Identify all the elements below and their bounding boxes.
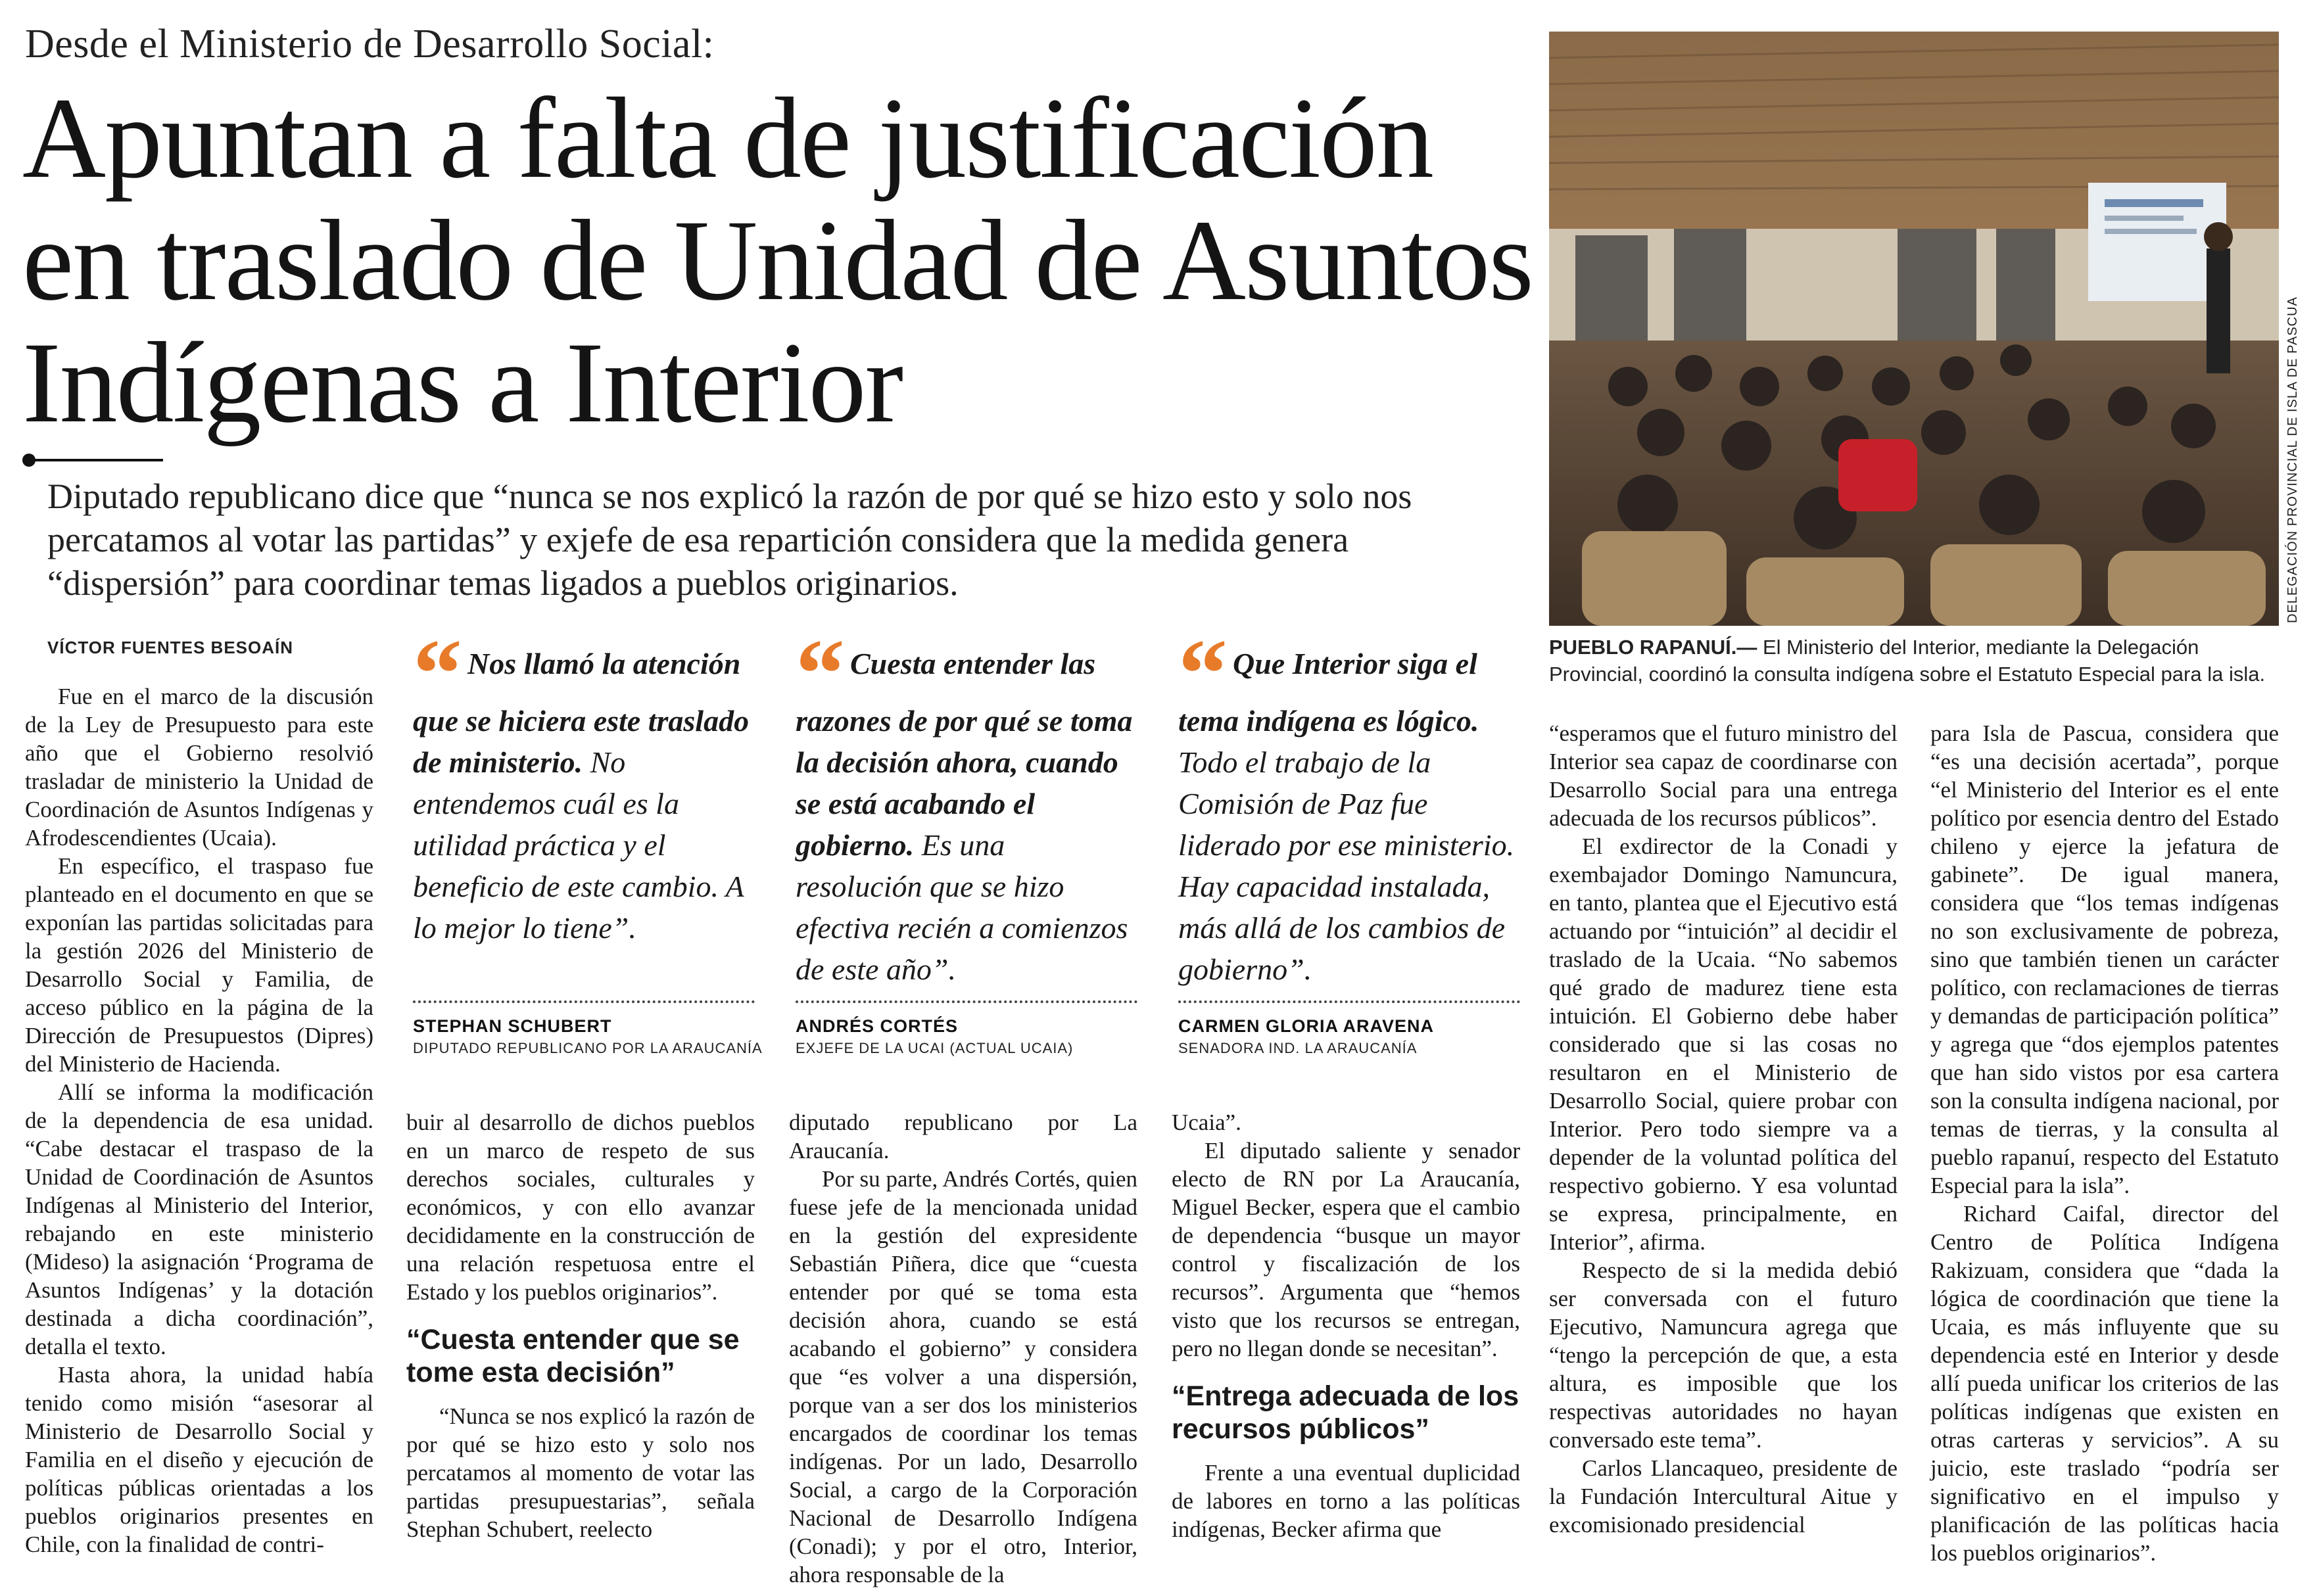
quote-divider xyxy=(796,1000,1137,1003)
paragraph: “esperamos que el futuro ministro del Interior sea capaz de coordinarse con Desarrollo Social para una entrega adecuada de los recursos públicos”. xyxy=(1549,720,1898,831)
kicker: Desde el Ministerio de Desarrollo Social: xyxy=(25,22,715,66)
paragraph: Hasta ahora, la unidad había tenido como misión “asesorar al Ministerio de Desarrollo Social y Familia en el diseño y ejecución de políticas públicas orientadas a los pueblos originarios presentes en Chile, con la finalidad de contri- xyxy=(25,1362,373,1557)
event-photo xyxy=(1549,32,2279,626)
paragraph: Fue en el marco de la discusión de la Ley de Presupuesto para este año que el Gobierno resolvió trasladar de ministerio la Unidad de Coordinación de Asuntos Indígenas y Afrodescendientes (Ucaia). xyxy=(25,684,373,851)
quote-text: Todo el trabajo de la Comisión de Paz fue liderado por ese ministerio. Hay capacidad instalada, más allá de los cambios de gobierno”. xyxy=(1178,745,1515,986)
quote-author-name: CARMEN GLORIA ARAVENA xyxy=(1178,1016,1434,1036)
body-column-5 xyxy=(1549,719,1898,1539)
section-subhead: “Entrega adecuada de los recursos públicos” xyxy=(1172,1380,1519,1445)
quote-author-name: STEPHAN SCHUBERT xyxy=(413,1016,612,1036)
headline-rule xyxy=(25,459,163,461)
paragraph: Ucaia”. xyxy=(1172,1110,1241,1135)
paragraph: buir al desarrollo de dichos pueblos en un marco de respeto de sus derechos sociales, culturales y económicos, y con ello avanzar decididamente en la construcción de una relación respetuosa entre el Estado y los pueblos originarios”. xyxy=(406,1110,755,1305)
pull-quote-1 xyxy=(413,619,755,949)
quote-author-role: DIPUTADO REPUBLICANO POR LA ARAUCANÍA xyxy=(413,1040,763,1056)
quote-author-role: SENADORA IND. LA ARAUCANÍA xyxy=(1178,1040,1418,1056)
caption-text: El Ministerio del Interior, mediante la Delegación Provincial, coordinó la consulta indígena sobre el Estatuto Especial para la isla. xyxy=(1549,636,2266,686)
pull-quote-2 xyxy=(796,619,1137,990)
paragraph: “Nunca se nos explicó la razón de por qué se hizo esto y solo nos percatamos al momento de votar las partidas presupuestarias”, señala Stephan Schubert, reelecto xyxy=(406,1403,755,1542)
paragraph: Por su parte, Andrés Cortés, quien fuese jefe de la mencionada unidad en la gestión del expresidente Sebastián Piñera, dice que “cuesta entender por qué se toma esta decisión ahora, cuando se está acabando el gobierno” y considera que “es volver a una dispersión, porque van a ser dos los ministerios encargados de coordinar los temas indígenas. Por un lado, Desarrollo Social, a cargo de la Corporación Nacional de Desarrollo Indígena (Conadi); y por el otro, Interior, ahora responsable de la xyxy=(789,1166,1137,1587)
quote-text: Es una resolución que se hizo efectiva recién a comienzos de este año”. xyxy=(796,828,1128,986)
paragraph: Richard Caifal, director del Centro de Política Indígena Rakizuam, considera que “dada la lógica de coordinación que tiene la Ucaia, es más influyente que su dependencia esté en Interior y desde allí pueda unificar los criterios de las políticas indígenas que existen en otras carteras y servicios”. A su juicio, este traslado “podría ser significativo en el impulso y planificación de las políticas hacia los pueblos originarios”. xyxy=(1930,1201,2279,1566)
paragraph: Respecto de si la medida debió ser conversada con el futuro Ejecutivo, Namuncura agrega que “tengo la percepción de que, a esta altura, es imposible que los respectivas autoridades no hayan conversado este tema”. xyxy=(1549,1257,1898,1453)
quote-author-role: EXJEFE DE LA UCAI (ACTUAL UCAIA) xyxy=(796,1040,1074,1056)
byline: VÍCTOR FUENTES BESOAÍN xyxy=(47,638,294,657)
deck: Diputado republicano dice que “nunca se nos explicó la razón de por qué se hizo esto y solo nos percatamos al votar las partidas” y exjefe de esa repartición considera que la medida genera “dispersión” para coordinar temas ligados a pueblos originarios. xyxy=(47,477,1412,603)
body-column-2 xyxy=(406,1108,755,1543)
paragraph: Carlos Llancaqueo, presidente de la Fundación Intercultural Aitue y excomisionado presidencial xyxy=(1549,1455,1898,1537)
paragraph: En específico, el traspaso fue planteado en el documento en que se exponían las partidas solicitadas para la gestión 2026 del Ministerio de Desarrollo Social y Familia, de acceso público en la página de la Dirección de Presupuestos (Dipres) del Ministerio de Hacienda. xyxy=(25,853,373,1077)
headline: Apuntan a falta de justificación en traslado de Unidad de Asuntos Indígenas a Interior xyxy=(22,74,1533,447)
body-column-3 xyxy=(789,1108,1137,1589)
quote-mark-icon: “ xyxy=(413,619,462,728)
section-subhead: “Cuesta entender que se tome esta decisión” xyxy=(406,1324,740,1388)
quote-divider xyxy=(413,1000,755,1003)
quote-bold: Cuesta entender las razones de por qué se toma la decisión ahora, cuando se está acabando el gobierno. xyxy=(796,647,1133,862)
paragraph: para Isla de Pascua, considera que “es una decisión acertada”, porque “el Ministerio del Interior es el ente político por esencia dentro del Estado chileno y ejerce la jefatura de gabinete”. De igual manera, considera que “los temas indígenas no son exclusivamente de pobreza, sino que también tienen un carácter político, con reclamaciones de tierras y demandas de participación política” y agrega que “dos ejemplos patentes que han sido vistos por esa cartera son la consulta indígena nacional, por temas de tierras, y la consulta al pueblo rapanuí, respecto del Estatuto Especial para la isla”. xyxy=(1930,720,2279,1198)
paragraph: Frente a una eventual duplicidad de labores en torno a las políticas indígenas, Becker afirma que xyxy=(1172,1460,1520,1542)
quote-mark-icon: “ xyxy=(1178,619,1228,728)
quote-text: No entendemos cuál es la utilidad práctica y el beneficio de este cambio. A lo mejor lo tiene”. xyxy=(413,745,744,945)
body-column-6 xyxy=(1930,719,2279,1567)
quote-divider xyxy=(1178,1000,1520,1003)
quote-mark-icon: “ xyxy=(796,619,845,728)
quote-bold: Que Interior siga el tema indígena es lógico. xyxy=(1178,647,1479,738)
body-column-4 xyxy=(1172,1108,1520,1543)
paragraph: El diputado saliente y senador electo de RN por La Araucanía, Miguel Becker, espera que el cambio de dependencia “busque un mayor control y fiscalización de los recursos”. Argumenta que “hemos visto que los recursos se entregan, pero no llegan donde se necesitan”. xyxy=(1172,1138,1520,1361)
quote-bold: Nos llamó la atención que se hiciera este traslado de ministerio. xyxy=(413,647,750,779)
pull-quote-3 xyxy=(1178,619,1520,990)
photo-caption xyxy=(1549,634,2279,688)
body-column-1 xyxy=(25,682,373,1559)
paragraph: Allí se informa la modificación de la dependencia de esa unidad. “Cabe destacar el traspaso de la Unidad de Coordinación de Asuntos Indígenas al Ministerio del Interior, rebajando en este ministerio (Mideso) la asignación ‘Programa de Asuntos Indígenas’ y la dotación destinada a dicha coordinación”, detalla el texto. xyxy=(25,1079,373,1359)
quote-author-name: ANDRÉS CORTÉS xyxy=(796,1016,959,1036)
paragraph: diputado republicano por La Araucanía. xyxy=(789,1110,1137,1163)
paragraph: El exdirector de la Conadi y exembajador Domingo Namuncura, en tanto, plantea que el Ejecutivo está actuando por “intuición” al decidir el traslado de la Ucaia. “No sabemos qué grado de madurez tiene esta intuición. El Gobierno debe haber considerado que si las cosas no resultaron en el Ministerio de Desarrollo Social, quiere probar con Interior. Pero todo siempre va a depender de la voluntad política del respectivo gobierno. Y esa voluntad se expresa, principalmente, en Interior”, afirma. xyxy=(1549,833,1898,1255)
caption-lead: PUEBLO RAPANUÍ.— xyxy=(1549,636,1757,659)
